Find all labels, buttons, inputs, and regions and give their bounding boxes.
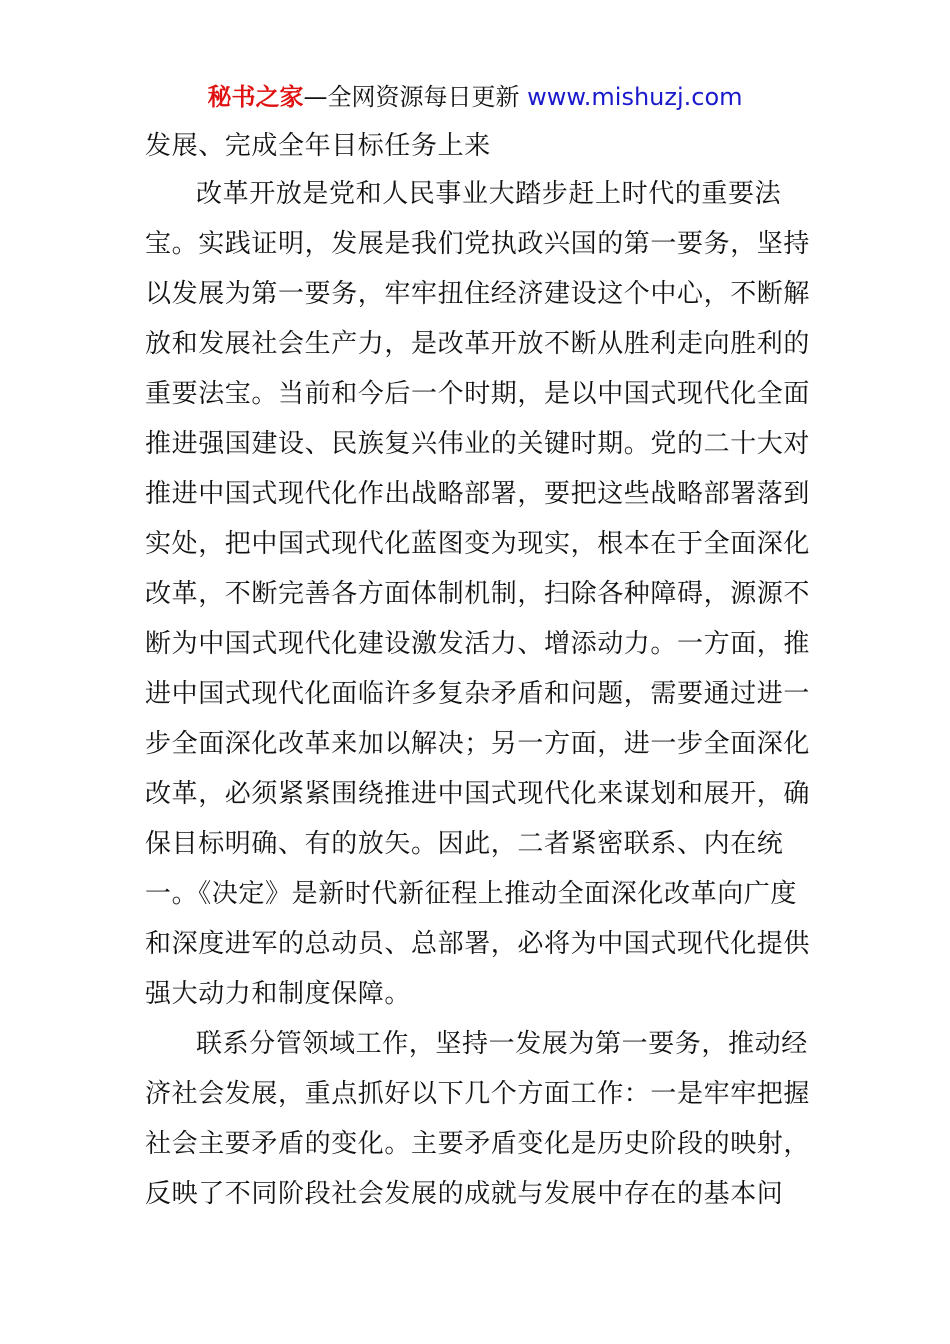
paragraph-first-line: 联系分管领域工作，坚持一发展为第一要务，推动经: [196, 1029, 808, 1059]
text-line: 改革，不断完善各方面体制机制，扫除各种障碍，源源不: [145, 579, 811, 609]
text-line: 社会主要矛盾的变化。主要矛盾变化是历史阶段的映射，: [145, 1129, 811, 1159]
brand-name: 秘书之家: [207, 83, 304, 111]
text-line: 以发展为第一要务，牢牢扭住经济建设这个中心，不断解: [145, 279, 811, 309]
text-line: 实处，把中国式现代化蓝图变为现实，根本在于全面深化: [145, 529, 811, 559]
text-line: 步全面深化改革来加以解决；另一方面，进一步全面深化: [145, 729, 811, 759]
text-line: 推进强国建设、民族复兴伟业的关键时期。党的二十大对: [145, 429, 811, 459]
text-line: 强大动力和制度保障。: [145, 979, 412, 1009]
text-line: 和深度进军的总动员、总部署，必将为中国式现代化提供: [145, 929, 811, 959]
text-line: 放和发展社会生产力，是改革开放不断从胜利走向胜利的: [145, 329, 811, 359]
text-line: 济社会发展，重点抓好以下几个方面工作：一是牢牢把握: [145, 1079, 811, 1109]
text-line: 推进中国式现代化作出战略部署，要把这些战略部署落到: [145, 479, 811, 509]
text-line: 一。《决定》是新时代新征程上推动全面深化改革向广度: [145, 879, 798, 909]
paragraph-first-line: 改革开放是党和人民事业大踏步赶上时代的重要法: [196, 179, 782, 209]
text-line: 保目标明确、有的放矢。因此，二者紧密联系、内在统: [145, 829, 784, 859]
text-line: 断为中国式现代化建设激发活力、增添动力。一方面，推: [145, 629, 811, 659]
text-line: 反映了不同阶段社会发展的成就与发展中存在的基本问: [145, 1179, 784, 1209]
text-line: 进中国式现代化面临许多复杂矛盾和问题，需要通过进一: [145, 679, 811, 709]
text-line: 发展、完成全年目标任务上来: [145, 131, 491, 161]
site-url-link[interactable]: www.mishuzj.com: [527, 83, 743, 111]
text-line: 宝。实践证明，发展是我们党执政兴国的第一要务，坚持: [145, 229, 811, 259]
text-line: 改革，必须紧紧围绕推进中国式现代化来谋划和展开，确: [145, 779, 811, 809]
page-header: [0, 80, 950, 114]
header-tagline: —全网资源每日更新: [303, 83, 528, 111]
text-line: 重要法宝。当前和今后一个时期，是以中国式现代化全面: [145, 379, 811, 409]
